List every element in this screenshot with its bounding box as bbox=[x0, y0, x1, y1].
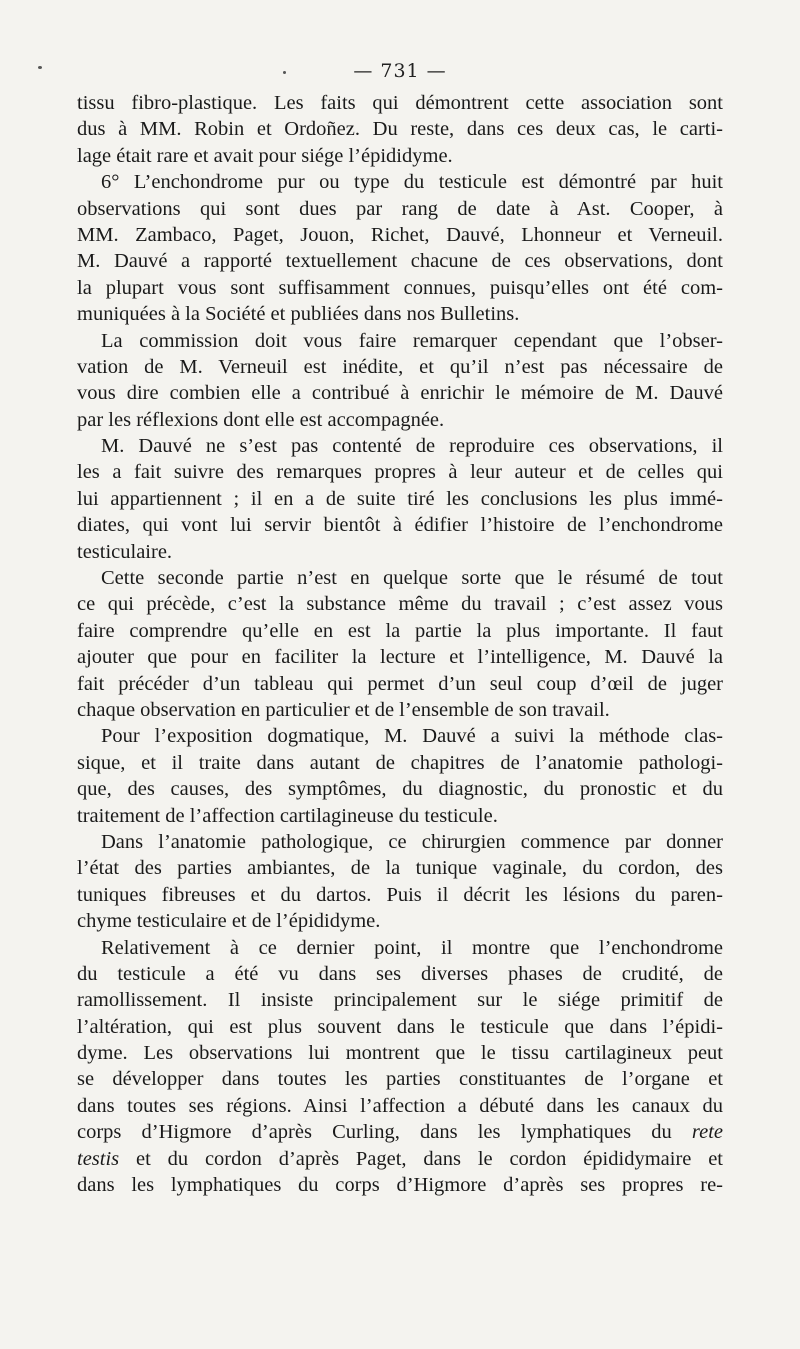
text-line: dyme. Les observations lui montrent que le tissu cartilagineux peut bbox=[77, 1042, 723, 1065]
text-line: chaque observation en particulier et de l’ensemble de son travail. bbox=[77, 698, 610, 721]
text-line: que, des causes, des symptômes, du diagnostic, du pronostic et du bbox=[77, 778, 723, 801]
text-line: dans les lymphatiques du corps d’Higmore d’après ses propres re- bbox=[77, 1174, 723, 1197]
text-line: testiculaire. bbox=[77, 540, 173, 563]
italic-term: rete bbox=[691, 1121, 723, 1144]
text-line: 6° L’enchondrome pur ou type du testicule est démontré par huit bbox=[101, 171, 723, 194]
text-line: traitement de l’affection cartilagineuse du testicule. bbox=[77, 804, 498, 827]
text-line: ajouter que pour en faciliter la lecture et l’intelligence, M. Dauvé la bbox=[77, 646, 723, 669]
page-number: — 731 — bbox=[353, 60, 447, 82]
text-line: se développer dans toutes les parties constituantes de l’organe et bbox=[77, 1068, 723, 1091]
text-line: vation de M. Verneuil est inédite, et qu’il n’est pas nécessaire de bbox=[77, 355, 723, 378]
text-line: tuniques fibreuses et du dartos. Puis il décrit les lésions du paren- bbox=[77, 883, 723, 906]
text-line: M. Dauvé a rapporté textuellement chacune de ces observations, dont bbox=[77, 250, 723, 273]
text-line: observations qui sont dues par rang de date à Ast. Cooper, à bbox=[77, 197, 723, 220]
text-line: par les réflexions dont elle est accompagnée. bbox=[77, 408, 445, 431]
text-line: Cette seconde partie n’est en quelque sorte que le résumé de tout bbox=[101, 567, 723, 590]
text-line: l’état des parties ambiantes, de la tunique vaginale, du cordon, des bbox=[77, 857, 723, 880]
text-line: les a fait suivre des remarques propres à leur auteur et de celles qui bbox=[77, 461, 723, 484]
text-line: ramollissement. Il insiste principalement sur le siége primitif de bbox=[77, 989, 723, 1012]
text-line: faire comprendre qu’elle en est la partie la plus importante. Il faut bbox=[77, 619, 723, 642]
text-line: fait précéder d’un tableau qui permet d’un seul coup d’œil de juger bbox=[77, 672, 723, 695]
text-line: Relativement à ce dernier point, il montre que l’enchondrome bbox=[101, 936, 723, 959]
text-line: dus à MM. Robin et Ordoñez. Du reste, dans ces deux cas, le carti- bbox=[77, 118, 723, 141]
text-line: tissu fibro-plastique. Les faits qui démontrent cette association sont bbox=[77, 92, 723, 114]
text-line: dans toutes ses régions. Ainsi l’affection a débuté dans les canaux du bbox=[77, 1094, 723, 1117]
italic-term: testis bbox=[77, 1147, 120, 1170]
text-line: du testicule a été vu dans ses diverses phases de crudité, de bbox=[77, 962, 723, 985]
text-line: corps d’Higmore d’après Curling, dans les lymphatiques du rete bbox=[77, 1121, 723, 1144]
text-line: Pour l’exposition dogmatique, M. Dauvé a suivi la méthode clas- bbox=[101, 725, 723, 748]
text-line: vous dire combien elle a contribué à enrichir le mémoire de M. Dauvé bbox=[77, 382, 723, 405]
text-line: M. Dauvé ne s’est pas contenté de reproduire ces observations, il bbox=[101, 435, 723, 458]
text-line: sique, et il traite dans autant de chapitres de l’anatomie pathologi- bbox=[77, 751, 723, 774]
body-text bbox=[77, 90, 723, 1198]
text-line: ce qui précède, c’est la substance même du travail ; c’est assez vous bbox=[77, 593, 723, 616]
text-line: Dans l’anatomie pathologique, ce chirurgien commence par donner bbox=[101, 830, 723, 853]
text-line: lage était rare et avait pour siége l’épididyme. bbox=[77, 144, 453, 167]
text-line: MM. Zambaco, Paget, Jouon, Richet, Dauvé, Lhonneur et Verneuil. bbox=[77, 223, 723, 246]
text-line: chyme testiculaire et de l’épididyme. bbox=[77, 910, 381, 933]
text-line: diates, qui vont lui servir bientôt à édifier l’histoire de l’enchondrome bbox=[77, 514, 723, 537]
text-line: la plupart vous sont suffisamment connues, puisqu’elles ont été com- bbox=[77, 276, 723, 299]
text-line: lui appartiennent ; il en a de suite tiré les conclusions les plus immé- bbox=[77, 487, 723, 510]
text-line: l’altération, qui est plus souvent dans le testicule que dans l’épidi- bbox=[77, 1015, 723, 1038]
text-line: muniquées à la Société et publiées dans nos Bulletins. bbox=[77, 303, 520, 326]
text-line: La commission doit vous faire remarquer cependant que l’obser- bbox=[101, 329, 723, 352]
text-line: testis et du cordon d’après Paget, dans le cordon épididymaire et bbox=[77, 1147, 723, 1170]
